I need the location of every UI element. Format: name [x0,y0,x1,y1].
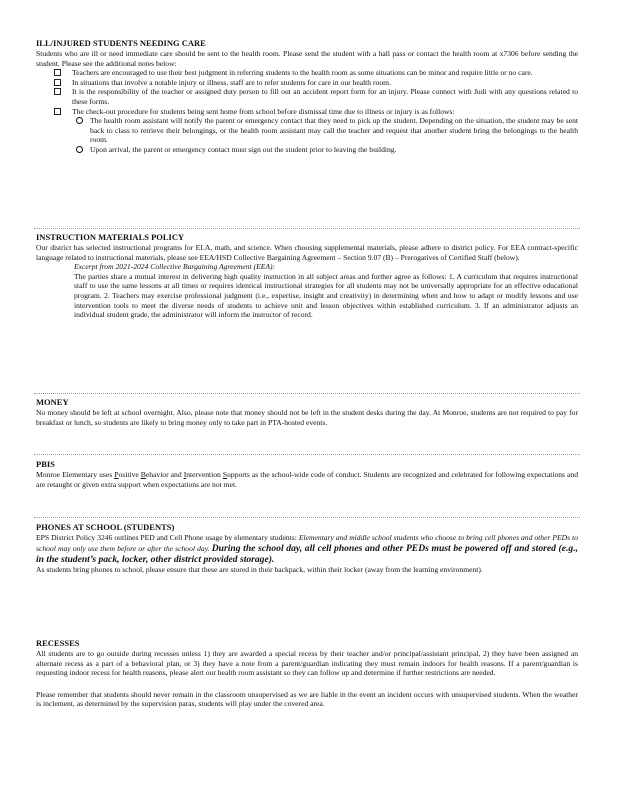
square-bullet-icon [54,108,61,115]
contract-excerpt [36,262,578,320]
section-heading: INSTRUCTION MATERIALS POLICY [36,232,185,242]
section-divider [34,228,580,229]
square-bullet-icon [54,69,61,76]
bullet-list [36,68,578,154]
recesses-section [36,638,578,709]
sub-bullet-list [72,116,578,154]
list-item: The check-out procedure for students being sent home from school before dismissal time due to illness or injury is as follows: The health room assistant will notify the parent or emergency contact that they need to pick up the student. Depending on the situation, the student may be sent back to class to retrieve their belongings, or the health room assistant may call the teacher and request that another student bring the belongings to the health room. Upon arrival, the parent or emergency contact must sign out the student prior to leaving the building. [36,107,578,155]
section-divider [34,454,580,455]
section-heading: ILL/INJURED STUDENTS NEEDING CARE [36,38,206,48]
instruction-materials-section [36,232,578,320]
section-body: EPS District Policy 3246 outlines PED and Cell Phone usage by elementary students: Elementary and middle school students who choose to bring cell phones and other PEDs to school may only use them before or after the school day. During the school day, all cell phones and other PEDs must be powered off and stored (e.g., in the student’s pack, locker, other district provided storage). [36,533,578,565]
square-bullet-icon [54,79,61,86]
acronym-letter: S [222,470,228,479]
section-divider [34,393,580,394]
phones-section [36,522,578,574]
money-section [36,397,578,427]
acronym-letter: B [140,470,146,479]
policy-emphasis: During the school day, all cell phones and other PEDs must be powered off and stored (e.g., in the student’s pack, locker, other district provided storage). [36,542,578,565]
list-item: In situations that involve a notable injury or illness, staff are to refer students for care in our health room. [36,78,578,88]
section-heading: PHONES AT SCHOOL (STUDENTS) [36,522,175,532]
acronym-letter: I [183,470,187,479]
section-body-2: Please remember that students should never remain in the classroom unsupervised as we are liable in the event an incident occurs with unsupervised students. When the weather is inclement, as determined by the supervision paras, students will play under the covered area. [36,689,578,709]
section-heading: MONEY [36,397,69,407]
circle-bullet-icon [76,117,83,124]
list-item: It is the responsibility of the teacher or assigned duty person to fill out an accident report form for an injury. Please connect with Judi with any questions related to these forms. [36,87,578,106]
sub-list-item: Upon arrival, the parent or emergency contact must sign out the student prior to leaving the building. [72,145,578,155]
section-heading: RECESSES [36,638,80,648]
section-intro: Students who are ill or need immediate care should be sent to the health room. Please send the student with a hall pass or contact the health room at x7306 before sending the student. Please see the additional notes below: [36,49,578,68]
excerpt-body: The parties share a mutual interest in delivering high quality instruction in all subject areas and further agree as follows: 1. A curriculum that requires instructional staff to use the same lessons at all times or requires identical instructional strategies for all students may not be universally appropriate for an effective educational program. 2. Teachers may exercise professional judgment (i.e., expertise, insight and creativity) in determining when and how to adapt or modify lessons and use intervention tools to meet the diverse needs of students to achieve unit and lesson objectives within established curriculum. 3. If an administrator adjusts an individual student grade, the administrator will inform the instructor of record. [74,271,578,320]
sub-list-item: The health room assistant will notify the parent or emergency contact that they need to pick up the student. Depending on the situation, the student may be sent back to class to retrieve their belongings, or the health room assistant may call the teacher and request that another student bring the belongings to the health room. [72,116,578,145]
acronym-letter: P [114,470,119,479]
pbis-section [36,459,578,489]
ill-injured-section [36,38,578,155]
section-body: All students are to go outside during recesses unless 1) they are awarded a special recess by their teacher and/or principal/assistant principal, 2) they have been assigned an alternate recess as a part of a behavioral plan, or 3) they have a note from a parent/guardian indicating they must remain indoors for health reasons. If a parent/guardian is requesting indoor recess for health reasons, please alert our health room assistant so they can follow up and determine if further restrictions are needed. [36,649,578,678]
square-bullet-icon [54,88,61,95]
excerpt-title: Excerpt from 2021-2024 Collective Bargaining Agreement (EEA): [74,262,276,272]
section-body: No money should be left at school overnight. Also, please note that money should not be left in the student desks during the day. At Monroe, students are not required to pay for breakfast or lunch, so students are likely to bring money only to take part in PTA-hosted events. [36,408,578,427]
section-divider [34,517,580,518]
section-intro: Our district has selected instructional programs for ELA, math, and science. When choosing supplemental materials, please adhere to district policy. For EEA contract-specific language related to instructional materials, please see EEA/HSD Collective Bargaining Agreement – Section 9.07 (B) – Prerogatives of Certified Staff (below). [36,243,578,262]
section-body: Monroe Elementary uses Positive Behavior and Intervention Supports as the school-wide code of conduct. Students are recognized and celebrated for following expectations and are retaught or given extra support when expectations are not met. [36,470,578,489]
policy-quote: Elementary and middle school students who choose to bring cell phones and other PEDs to school may only use them before or after the school day. [36,533,578,553]
list-item: Teachers are encouraged to use their best judgment in referring students to the health room as some situations can be minor and require little or no care. [36,68,578,78]
section-note: As students bring phones to school, please ensure that these are stored in their backpack, within their locker (away from the learning environment). [36,564,483,574]
section-heading: PBIS [36,459,55,469]
circle-bullet-icon [76,146,83,153]
